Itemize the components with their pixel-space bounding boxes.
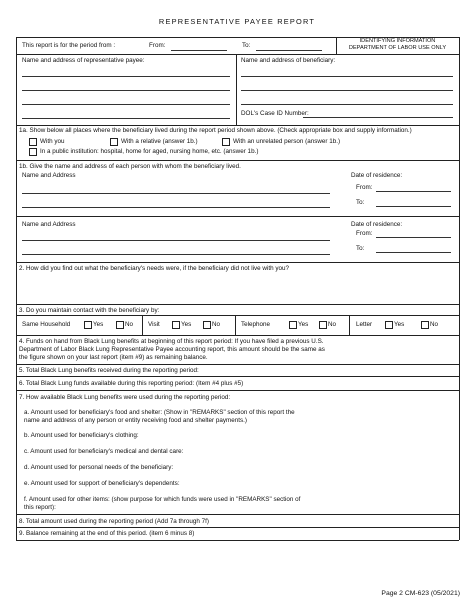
row-divider bbox=[16, 514, 459, 515]
q6-text: 6. Total Black Lung funds available during this reporting period: (Item #4 plus #5) bbox=[19, 380, 244, 387]
q3-visit-yes-label: Yes bbox=[181, 321, 192, 328]
q1b-address-1-line-1[interactable] bbox=[22, 193, 330, 194]
q1b-date-residence-label-2: Date of residence: bbox=[351, 221, 403, 228]
row-divider bbox=[16, 160, 459, 161]
q7c-text: c. Amount used for beneficiary's medical and dental care: bbox=[24, 448, 184, 455]
q7a-line2: name and address of any person or entity receiving food and shelter payments.) bbox=[24, 417, 247, 424]
q3-letter-no-checkbox[interactable] bbox=[421, 321, 429, 329]
row-divider bbox=[16, 262, 459, 263]
beneficiary-line-1[interactable] bbox=[241, 76, 453, 77]
q1a-institution-checkbox[interactable] bbox=[29, 148, 37, 156]
period-label: This report is for the period from : bbox=[22, 42, 116, 49]
payee-beneficiary-divider bbox=[236, 54, 237, 125]
form-right-border bbox=[459, 37, 460, 478]
row-divider bbox=[16, 125, 459, 126]
q4-line3: the figure shown on your last report (item #9) as remaining balance. bbox=[19, 354, 208, 361]
q1b-address-2-line-1[interactable] bbox=[22, 240, 330, 241]
q3-same-household-yes-label: Yes bbox=[93, 321, 104, 328]
case-id-field[interactable] bbox=[303, 117, 453, 118]
form-bottom-border bbox=[16, 540, 459, 541]
q3-text: 3. Do you maintain contact with the beneficiary by: bbox=[19, 307, 160, 314]
q1b-address-2-line-2[interactable] bbox=[22, 254, 330, 255]
form-title: REPRESENTATIVE PAYEE REPORT bbox=[158, 17, 316, 26]
q1b-to-field-1[interactable] bbox=[376, 206, 451, 207]
q3-letter-no-label: No bbox=[430, 321, 439, 328]
q3-divider bbox=[142, 315, 143, 335]
row-divider bbox=[16, 527, 459, 528]
payee-label: Name and address of representative payee: bbox=[22, 57, 145, 64]
form-left-border bbox=[16, 37, 17, 478]
q1b-to-field-2[interactable] bbox=[376, 252, 451, 253]
row-divider bbox=[16, 54, 459, 55]
q7f-line2: this report): bbox=[24, 504, 56, 511]
page-footer: Page 2 CM-623 (05/2021) bbox=[381, 590, 460, 597]
q4-line2: Department of Labor Black Lung Representative Payee accounting report, this amount should be the same as bbox=[19, 346, 325, 353]
beneficiary-line-2[interactable] bbox=[241, 90, 453, 91]
row-divider bbox=[16, 216, 459, 217]
q9-text: 9. Balance remaining at the end of this period. (item 6 minus 8) bbox=[19, 530, 195, 537]
payee-line-3[interactable] bbox=[22, 104, 230, 105]
q7e-text: e. Amount used for support of beneficiary's dependents: bbox=[24, 480, 180, 487]
q3-telephone-no-label: No bbox=[328, 321, 337, 328]
beneficiary-label: Name and address of beneficiary: bbox=[241, 57, 336, 64]
case-id-label: DOL's Case ID Number: bbox=[241, 110, 309, 117]
beneficiary-line-3[interactable] bbox=[241, 104, 453, 105]
row-divider bbox=[16, 304, 459, 305]
q1b-name-address-label-2: Name and Address bbox=[22, 221, 76, 228]
q7d-text: d. Amount used for personal needs of the beneficiary: bbox=[24, 464, 174, 471]
q3-telephone-yes-label: Yes bbox=[298, 321, 309, 328]
q3-same-household-yes-checkbox[interactable] bbox=[84, 321, 92, 329]
q7a-line1: a. Amount used for beneficiary's food and shelter: (Show in "REMARKS" section of this report the bbox=[24, 409, 295, 416]
q1b-name-address-label-1: Name and Address bbox=[22, 172, 76, 179]
q1b-from-field-1[interactable] bbox=[376, 191, 451, 192]
q4-line1: 4. Funds on hand from Black Lung benefits at beginning of this report period: If you have filed a previous U.S. bbox=[19, 338, 324, 345]
row-divider bbox=[16, 390, 459, 391]
from-label: From: bbox=[149, 42, 166, 49]
q1b-text: 1b. Give the name and address of each person with whom the beneficiary lived. bbox=[19, 163, 241, 170]
period-to-field[interactable] bbox=[256, 50, 322, 51]
id-info-line1: IDENTIFYING INFORMATION bbox=[359, 38, 436, 44]
q1b-address-1-line-2[interactable] bbox=[22, 207, 330, 208]
payee-line-4[interactable] bbox=[22, 118, 230, 119]
q1b-to-label-1: To: bbox=[356, 199, 365, 206]
q5-text: 5. Total Black Lung benefits received during the reporting period: bbox=[19, 367, 199, 374]
form-left-border-lower bbox=[16, 478, 17, 540]
q1a-unrelated-checkbox[interactable] bbox=[222, 138, 230, 146]
q3-letter-yes-checkbox[interactable] bbox=[385, 321, 393, 329]
row-divider bbox=[16, 315, 459, 316]
q2-text: 2. How did you find out what the beneficiary's needs were, if the beneficiary did not live with you? bbox=[19, 265, 290, 272]
q1a-text: 1a. Show below all places where the beneficiary lived during the report period shown above. (Check appropriate box and supply information.) bbox=[19, 127, 412, 134]
payee-line-1[interactable] bbox=[22, 76, 230, 77]
q1a-with-you-label: With you bbox=[40, 138, 65, 145]
q7f-line1: f. Amount used for other items: (show purpose for which funds were used in "REMARKS" section of bbox=[24, 496, 301, 503]
q1b-from-label-1: From: bbox=[356, 184, 373, 191]
q3-visit-yes-checkbox[interactable] bbox=[172, 321, 180, 329]
q7b-text: b. Amount used for beneficiary's clothing: bbox=[24, 432, 139, 439]
q3-same-household-no-label: No bbox=[125, 321, 134, 328]
payee-line-2[interactable] bbox=[22, 90, 230, 91]
form-right-border-lower bbox=[459, 478, 460, 540]
to-label: To: bbox=[242, 42, 251, 49]
q1b-from-field-2[interactable] bbox=[376, 237, 451, 238]
q3-same-household-no-checkbox[interactable] bbox=[116, 321, 124, 329]
q2-answer-area[interactable] bbox=[17, 273, 458, 303]
q3-telephone-label: Telephone bbox=[241, 321, 271, 328]
q1a-with-you-checkbox[interactable] bbox=[29, 138, 37, 146]
period-from-field[interactable] bbox=[171, 50, 227, 51]
row-divider bbox=[16, 376, 459, 377]
q8-text: 8. Total amount used during the reporting period (Add 7a through 7f) bbox=[19, 518, 209, 525]
q1a-institution-label: In a public institution: hospital, home for aged, nursing home, etc. (answer 1b.) bbox=[40, 148, 259, 155]
q3-visit-no-checkbox[interactable] bbox=[203, 321, 211, 329]
q3-same-household-label: Same Household bbox=[22, 321, 71, 328]
row-divider bbox=[16, 335, 459, 336]
q1b-from-label-2: From: bbox=[356, 230, 373, 237]
q1a-relative-checkbox[interactable] bbox=[110, 138, 118, 146]
q3-letter-label: Letter bbox=[356, 321, 373, 328]
q3-divider bbox=[235, 315, 236, 335]
q3-telephone-no-checkbox[interactable] bbox=[319, 321, 327, 329]
q1b-date-residence-label-1: Date of residence: bbox=[351, 172, 403, 179]
q7-text: 7. How available Black Lung benefits were used during the reporting period: bbox=[19, 394, 231, 401]
q3-divider bbox=[349, 315, 350, 335]
q3-letter-yes-label: Yes bbox=[394, 321, 405, 328]
q1a-unrelated-label: With an unrelated person (answer 1b.) bbox=[233, 138, 341, 145]
row-divider bbox=[16, 364, 459, 365]
q1b-to-label-2: To: bbox=[356, 245, 365, 252]
id-info-line2: DEPARTMENT OF LABOR USE ONLY bbox=[348, 45, 447, 51]
q1a-relative-label: With a relative (answer 1b.) bbox=[121, 138, 198, 145]
q3-telephone-yes-checkbox[interactable] bbox=[289, 321, 297, 329]
q3-visit-label: Visit bbox=[148, 321, 160, 328]
q3-visit-no-label: No bbox=[212, 321, 221, 328]
